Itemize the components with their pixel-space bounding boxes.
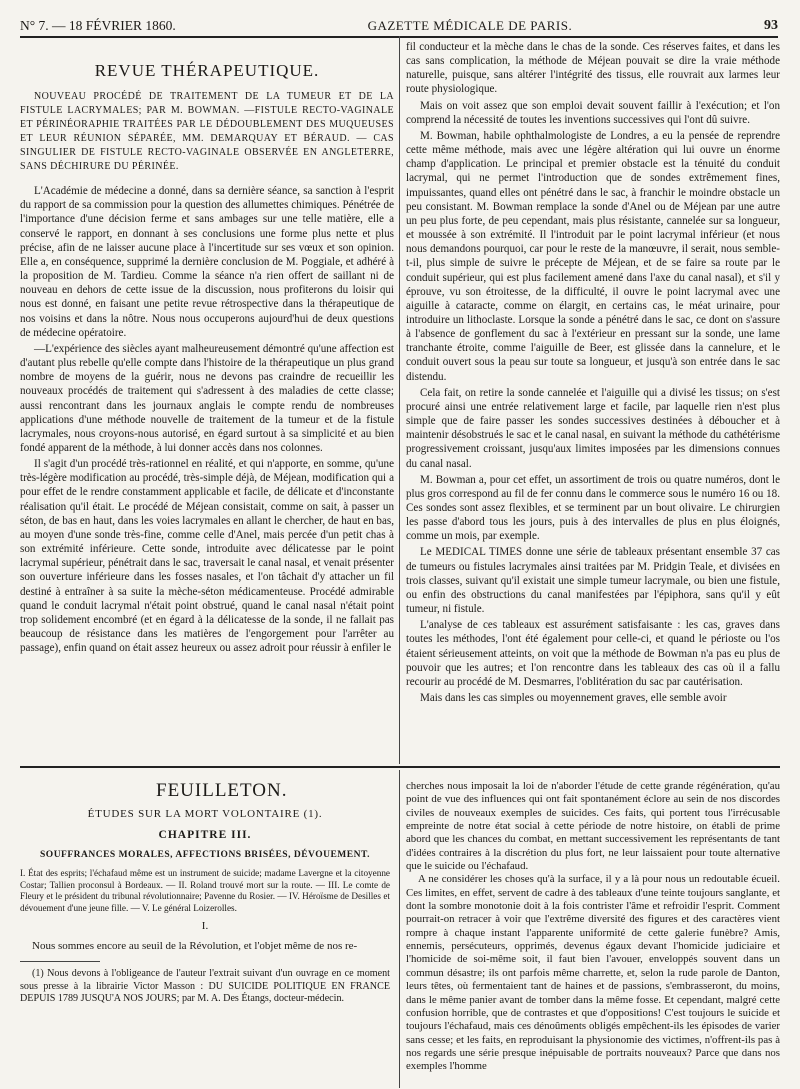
revue-right-column: [406, 40, 780, 705]
page-number: 93: [764, 18, 778, 33]
footnote: (1) Nous devons à l'obligeance de l'auteur l'extrait suivant d'un ouvrage en ce moment sous presse à la librairie Victor Masson : DU SUICIDE POLITIQUE EN FRANCE DEPUIS 1789 JUSQU'A NOS JOURS; par M. A. Des Étangs, docteur-médecin.: [20, 968, 390, 1005]
paragraph: Nous sommes encore au seuil de la Révolution, et l'objet même de nos re-: [32, 939, 358, 952]
paragraph: fil conducteur et la mèche dans le chas de la sonde. Ces réserves faites, et dans les cas sans complication, la méthode de Méjean pouvait se dire la vraie méthode naturelle, puisque, sans altérer l'intégrité des tissus, elle rouvrait aux larmes leur route physiologique.: [406, 41, 780, 96]
paragraph: —L'expérience des siècles ayant malheureusement démontré qu'une affection est d'autant plus rebelle qu'elle compte dans l'histoire de la thérapeutique un plus grand nombre de moyens de la guérir, nous ne devons pas craindre de recueillir les nouveaux procédés de traitement qui s'adressent à des maladies de cette classe; aussi rencontrant dans les journaux anglais le compte rendu de nombreuses applications d'une méthode nouvelle de traitement de la tumeur et de la fistule lacrymales, nous croyons-nous autorisé, en égard surtout à sa simplicité et au bien fondé apparent de la méthode, à lui donner accès dans nos colonnes.: [20, 342, 394, 454]
feuilleton-left-column: [20, 772, 390, 1006]
column-divider: [399, 770, 400, 1088]
paragraph: M. Bowman a, pour cet effet, un assortiment de trois ou quatre numéros, dont le plus gros correspond au fil de fer connu dans le commerce sous le numéro 16 ou 18. Ces sondes sont assez flexibles, et se terminent par un bout olivaire. Le chirurgien les passe d'abord tous les jours, puis à des intervalles de plus en plus éloignés, comme un mois, par exemple.: [406, 473, 780, 543]
chapter-summary: I. État des esprits; l'échafaud même est un instrument de suicide; madame Lavergne et la citoyenne Costar; Tallien proconsul à Bordeaux. — II. Roland trouvé mort sur la route. — III. Le comte de Fleury et le président du tribunal révolutionnaire; Pavenne du Rosier. — IV. Héroïsme de Desilles et dévouement d'une jeune fille. — V. Le général Loizerolles.: [20, 868, 390, 913]
paragraph: M. Bowman, habile ophthalmologiste de Londres, a eu la pensée de reprendre cette même méthode, mais avec une légère altération qui lui ouvre un énorme champ d'application. Le principal et premier obstacle est la ténuité du conduit lacrymal, qui ne permet l'introduction que de sondes extrêmement fines, impuissantes, quand elles ont pénétré dans le sac, à franchir le moindre obstacle un peu consistant. M. Bowman remplace la sonde d'Anel ou de Méjean par une autre un peu plus forte, de peu cependant, mais plus résistante, cannelée sur sa longueur, et moussée à son extrémité. Il l'introduit par le point lacrymal inférieur (et nous nous demandons pourquoi, car pour le reste de la manœuvre, il serait, nous semble-t-il, plus simple de suivre le précepte de Méjean, et de se faire sa route par le conduit supérieur, qui est plus facilement amené dans l'axe du canal nasal), et s'il y éprouve, vu son étroitesse, de la difficulté, il ouvre le point lacrymal avec une aiguille à cataracte, comme on élargit, en certains cas, le méat urinaire, pour introduire un lithoclaste. Lorsque la sonde a pénétré dans le sac, ce dont on s'assure à l'absence de gonflement du sac à l'extérieur en pressant sur la sonde, une lame tranchante étroite, comme l'aiguille de Beer, est glissée dans la cannelure, et le conduit ouvert sous la peau sur toute sa longueur, et jusqu'à son entrée dans le sac distendu.: [406, 129, 780, 383]
column-divider: [399, 36, 400, 764]
paragraph: Le MEDICAL TIMES donne une série de tableaux présentant ensemble 37 cas de tumeurs ou fistules lacrymales ainsi traitées par M. Pridgin Teale, et divisées en trois classes, suivant qu'il existait une simple tumeur lacrymale, ou bien une fistule, ou enfin des obstructions du canal manifestées par l'épiphora, sans qu'il y eût tumeur, ni fistule.: [406, 546, 780, 616]
paragraph: L'Académie de médecine a donné, dans sa dernière séance, sa sanction à l'esprit du rapport de sa commission pour la question des allumettes chimiques. Pénétrée de l'importance d'une décision ferme et sans ambages sur une telle matière, elle a conservé le rapport, en donnant à ses conclusions une forme plus nette et plus précise, afin de ne laisser aucune place à l'incertitude sur ses vœux et son opinion. Elle a, en conséquence, supprimé la dernière conclusion de M. Poggiale, et adhéré à la proposition de M. Tardieu. Comme la séance n'a rien offert de saillant ni de nouveau en dehors de cette issue de la discussion, nous profiterons du loisir qui nous est donné, en faisant une petite revue rétrospective dans la thérapeutique de nos voisins et dans la nôtre. Nous nous occuperons aujourd'hui de deux questions de médecine opératoire.: [20, 185, 394, 339]
footnote-rule: [20, 961, 100, 962]
paragraph: Cela fait, on retire la sonde cannelée et l'aiguille qui a divisé les tissus; on s'est procuré ainsi une entrée relativement large et facile, par laquelle rien n'est plus simple que de faire passer les sondes successives destinées à déboucher et à maintenir désobstrués le sac et le canal nasal, en suivant la méthode du cathétérisme progressivement croissant, jusqu'aux limites imposées par les dimensions connues du canal nasal.: [406, 386, 780, 470]
chapter-subtitle: SOUFFRANCES MORALES, AFFECTIONS BRISÉES, DÉVOUEMENT.: [40, 849, 370, 860]
journal-name: GAZETTE MÉDICALE DE PARIS.: [367, 18, 573, 33]
page-header: [20, 8, 778, 38]
paragraph: Mais on voit assez que son emploi devait souvent faillir à l'exécution; et l'on comprend la nécessité de toutes les inventions successives qui l'ont dû suivre.: [406, 99, 780, 126]
study-title: ÉTUDES SUR LA MORT VOLONTAIRE (1).: [87, 807, 323, 820]
paragraph: A ne considérer les choses qu'à la surface, il y a là pour nous un redoutable écueil. Ces limites, en effet, servent de cadre à des tableaux d'une teinte toujours sanglante, et dont la sombre monotonie doit à la fois contrister l'âme et refroidir l'esprit. Comment pourrait-on retracer à voir que l'extrême diversité des figures et des caractères vient rompre à chaque instant l'apparente uniformité de cette galerie funèbre? Amis, ennemis, persécuteurs, opprimés, devenus égaux devant l'homicide judiciaire et l'homicide de soi-même soit, il faut bien l'avouer, enveloppés souvent dans un commun désastre; ils ont parfois même charrette, et, selon la rude parole de Danton, leurs têtes, où fermentaient tant de haines et de passions, s'embrasseront, du moins, dans le même panier avant de tomber dans la même fosse. Et cependant, malgré cette confusion horrible, que de contrastes et que d'oppositions! C'est toujours le suicide et toujours l'échafaud, mais ces dénoûments obligés empêchent-ils les épisodes de varier sans cesse; et les faits, en reproduisant la physionomie des victimes, n'offrent-ils pas à nos regards une série presque inépuisable de portraits nouveaux? Parce que dans nos exemples l'homme: [406, 873, 780, 1073]
paragraph: cherches nous imposait la loi de n'aborder l'étude de cette grande régénération, qu'au point de vue des influences qui ont fait spontanément éclore au sein de nos discordes civiles de nouveaux exemples de suicides. Ces faits, qui portent tous l'irrécusable empreinte de notre état social à cette période de notre histoire, on établi de prime abord que les chances du combat, en mettant successivement les représentants de tant d'idées contraires à la discrétion du plus fort, ne leur laissaient pour toute alternative que le suicide ou l'échafaud.: [406, 780, 780, 873]
feuilleton-divider: [20, 766, 780, 768]
paragraph: L'analyse de ces tableaux est assurément satisfaisante : les cas, graves dans toutes les méthodes, l'ont été également pour celle-ci, et quand le périoste ou l'os étaient sérieusement atteints, on voit que la méthode de Bowman n'a pas eu plus de pouvoir que les autres; et l'on rencontre dans les tableaux des cas où il a fallu recourir au procédé de M. Desmarres, l'oblitération du sac par cautérisation.: [406, 619, 780, 688]
paragraph: Il s'agit d'un procédé très-rationnel en réalité, et qui n'apporte, en somme, qu'une très-légère modification au procédé, très-simple déjà, de Méjean, modification qui a pour effet de le rendre constamment applicable et facile, de délicate et d'inconstante réalisation qu'il était. Le procédé de Méjean consistait, comme on sait, à passer un séton, de bas en haut, dans les voies lacrymales en allant le chercher, de haut en bas, au moyen d'une sonde très-fine, comme celle d'Anel, mais percée d'un petit chas à son extrémité inférieure. Cette sonde, introduite avec délicatesse par le point lacrymal supérieur, pénétrait dans le sac, traversait le canal nasal, et venait présenter son ouverture inférieure dans les fosses nasales, et l'on tâchait d'y attacher un fil destiné à entraîner à sa suite la mèche-séton médicamenteuse. Procédé admirable quand le conduit lacrymal n'était point obstrué, quand le canal nasal n'était point trop solidement encombré (et en égard à la délicatesse de la sonde, il ne fallait pas beaucoup de résistance dans les matières de l'engorgement pour l'arrêter au passage), enfin quand on était assez heureux ou assez adroit pour réussir à enfiler le: [20, 458, 394, 655]
revue-left-column: [20, 40, 394, 655]
article-heading: NOUVEAU PROCÉDÉ DE TRAITEMENT DE LA TUMEUR ET DE LA FISTULE LACRYMALES; PAR M. BOWMAN. —FISTULE RECTO-VAGINALE ET PÉRINÉORAPHIE TRAITÉES PAR LE DÉDOUBLEMENT DES MUQUEUSES ET LEUR RÉUNION SÉPARÉE, MM. DEMARQUAY ET BÉRAUD. — CAS SINGULIER DE FISTULE RECTO-VAGINALE OBSERVÉE EN ANGLETERRE, SANS DÉCHIRURE DU PÉRINÉE.: [20, 91, 394, 173]
chapter-heading: CHAPITRE III.: [158, 829, 252, 842]
feuilleton-right-column: [406, 780, 780, 1074]
section-title: REVUE THÉRAPEUTIQUE.: [94, 61, 320, 80]
feuilleton-title: FEUILLETON.: [156, 780, 288, 801]
paragraph: Mais dans les cas simples ou moyennement graves, elle semble avoir: [420, 692, 727, 705]
issue-date: N° 7. — 18 FÉVRIER 1860.: [20, 18, 176, 33]
section-number: I.: [201, 920, 209, 932]
